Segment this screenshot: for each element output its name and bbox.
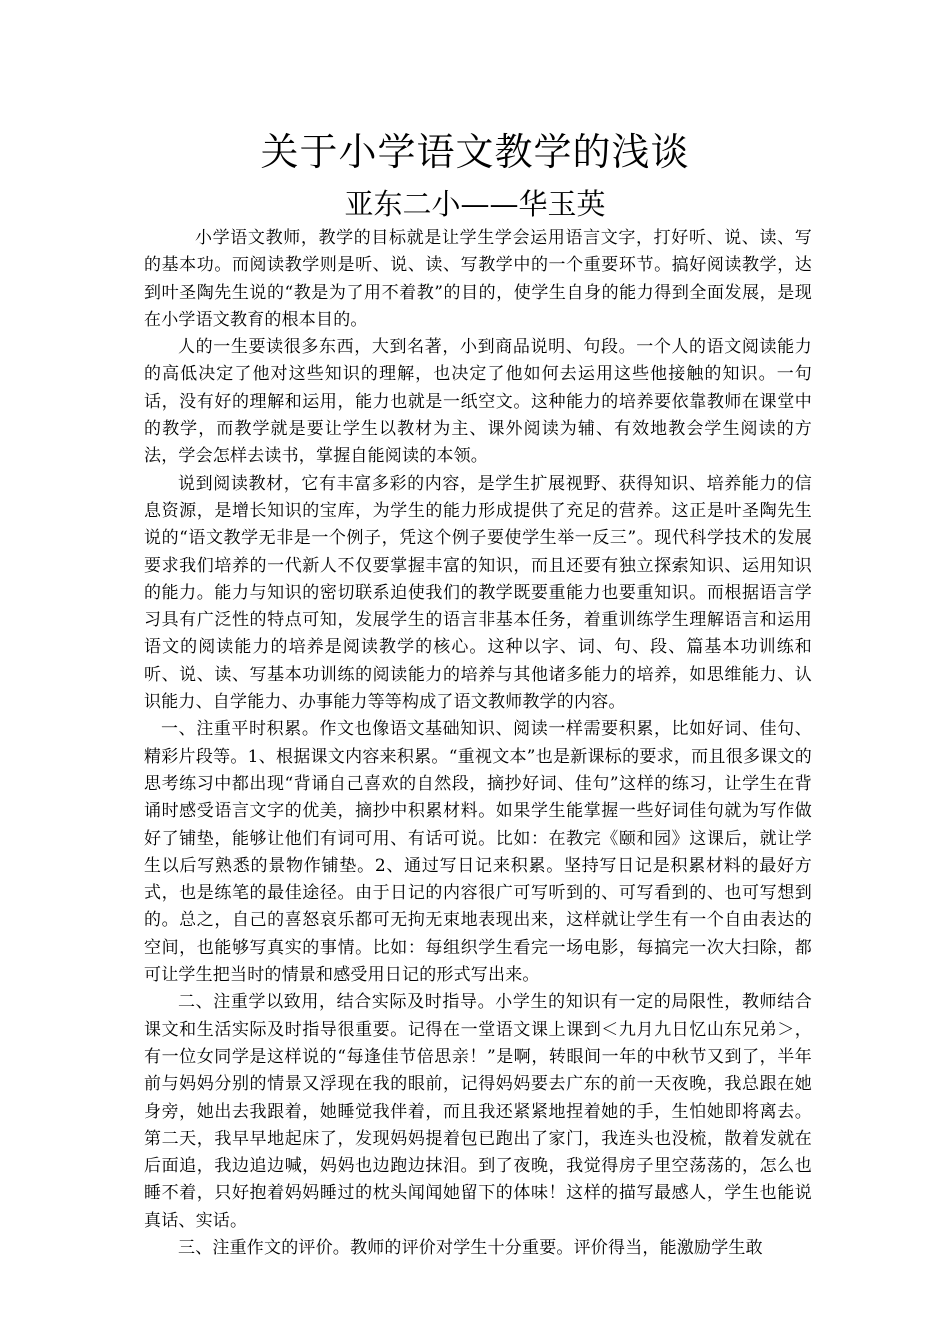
paragraph-practical-guidance: 二、注重学以致用，结合实际及时指导。小学生的知识有一定的局限性，教师结合课文和生活实际及时指导很重要。记得在一堂语文课上课到＜九月九日忆山东兄弟＞，有一位女同学是这样说的“每逢佳节倍思亲！”是啊，转眼间一年的中秋节又到了，半年前与妈妈分别的情景又浮现在我的眼前，记得妈妈要去广东的前一天夜晚，我总跟在她身旁，她出去我跟着，她睡觉我伴着，而且我还紧紧地捏着她的手，生怕她即将离去。第二天，我早早地起床了，发现妈妈提着包已跑出了家门，我连头也没梳，散着发就在后面追，我边追边喊，妈妈也边跑边抹泪。到了夜晚，我觉得房子里空荡荡的，怎么也睡不着，只好抱着妈妈睡过的枕头闻闻她留下的体味！这样的描写最感人，学生也能说真话、实话。 <box>144 992 812 1231</box>
document-body <box>144 225 812 1262</box>
paragraph-accumulation: 一、注重平时积累。作文也像语文基础知识、阅读一样需要积累，比如好词、佳句、精彩片段等。1、根据课文内容来积累。“重视文本”也是新课标的要求，而且很多课文的思考练习中都出现“背诵自己喜欢的自然段，摘抄好词、佳句”这样的练习，让学生在背诵时感受语言文字的优美，摘抄中积累材料。如果学生能掌握一些好词佳句就为写作做好了铺垫，能够让他们有词可用、有话可说。比如：在教完《颐和园》这课后，就让学生以后写熟悉的景物作铺垫。2、通过写日记来积累。坚持写日记是积累材料的最好方式，也是练笔的最佳途径。由于日记的内容很广可写听到的、可写看到的、也可写想到的。总之，自己的喜怒哀乐都可无拘无束地表现出来，这样就让学生有一个自由表达的空间，也能够写真实的事情。比如：每组织学生看完一场电影，每搞完一次大扫除，都可让学生把当时的情景和感受用日记的形式写出来。 <box>144 719 812 986</box>
paragraph-reading-ability: 人的一生要读很多东西，大到名著，小到商品说明、句段。一个人的语文阅读能力的高低决定了他对这些知识的理解，也决定了他如何去运用这些他接触的知识。一句话，没有好的理解和运用，能力也就是一纸空文。这种能力的培养要依靠教师在课堂中的教学，而教学就是要让学生以教材为主、课外阅读为辅、有效地教会学生阅读的方法，学会怎样去读书，掌握自能阅读的本领。 <box>144 337 812 467</box>
document-subtitle: 亚东二小——华玉英 <box>344 187 606 221</box>
paragraph-reading-materials: 说到阅读教材，它有丰富多彩的内容，是学生扩展视野、获得知识、培养能力的信息资源，是增长知识的宝库，为学生的能力形成提供了充足的营养。这正是叶圣陶先生说的“语文教学无非是一个例子，凭这个例子要使学生举一反三”。现代科学技术的发展要求我们培养的一代新人不仅要掌握丰富的知识，而且还要有独立探索知识、运用知识的能力。能力与知识的密切联系迫使我们的教学既要重能力也要重知识。而根据语言学习具有广泛性的特点可知，发展学生的语言非基本任务，着重训练学生理解语言和运用语文的阅读能力的培养是阅读教学的核心。这种以字、词、句、段、篇基本功训练和听、说、读、写基本功训练的阅读能力的培养与其他诸多能力的培养，如思维能力、认识能力、自学能力、办事能力等等构成了语文教师教学的内容。 <box>144 473 812 713</box>
paragraph-intro: 小学语文教师，教学的目标就是让学生学会运用语言文字，打好听、说、读、写的基本功。而阅读教学则是听、说、读、写教学中的一个重要环节。搞好阅读教学，达到叶圣陶先生说的“教是为了用不着教”的目的，使学生自身的能力得到全面发展，是现在小学语文教育的根本目的。 <box>144 228 812 330</box>
paragraph-evaluation: 三、注重作文的评价。教师的评价对学生十分重要。评价得当，能激励学生敢 <box>178 1237 763 1258</box>
document-title: 关于小学语文教学的浅谈 <box>260 130 690 174</box>
